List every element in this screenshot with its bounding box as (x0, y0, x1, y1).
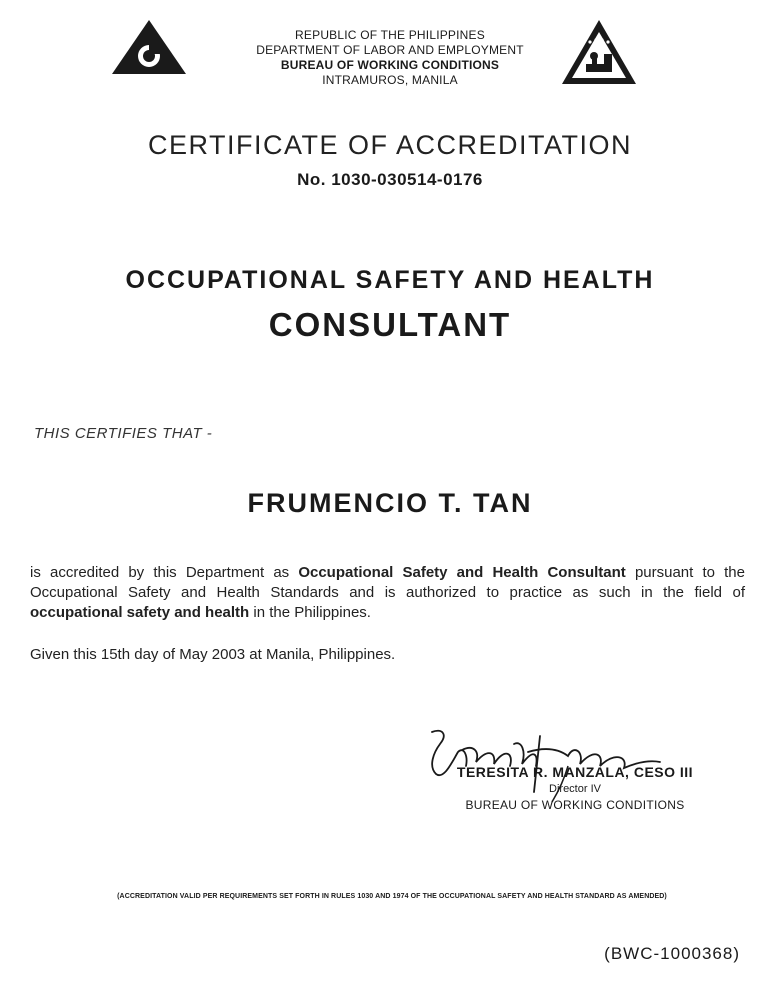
signatory-name: TERESITA R. MANZALA, CESO III (456, 764, 694, 780)
certificate-title: CERTIFICATE OF ACCREDITATION (147, 130, 633, 160)
given-date: Given this 15th day of May 2003 at Manila, Philippines. (30, 646, 396, 663)
header-address: INTRAMUROS, MANILA (322, 73, 458, 87)
header-bureau: BUREAU OF WORKING CONDITIONS (280, 58, 500, 72)
statement-field: occupational safety and health (30, 604, 250, 621)
header-republic: REPUBLIC OF THE PHILIPPINES (295, 28, 485, 42)
certifies-that: THIS CERTIFIES THAT - (34, 425, 213, 442)
reference-number: (BWC-1000368) (604, 944, 740, 963)
agency-header (200, 28, 580, 88)
dole-logo-icon (110, 18, 188, 76)
accreditation-statement (30, 563, 745, 623)
designation-line-2: CONSULTANT (268, 306, 512, 343)
recipient-name: FRUMENCIO T. TAN (247, 488, 533, 518)
signatory-office: BUREAU OF WORKING CONDITIONS (465, 798, 685, 812)
signatory-position: Director IV (549, 783, 601, 795)
bwc-seal-icon (560, 18, 638, 86)
designation-line-1: OCCUPATIONAL SAFETY AND HEALTH (125, 266, 655, 294)
certificate-number: No. 1030-030514-0176 (297, 170, 483, 189)
validity-footnote: (ACCREDITATION VALID PER REQUIREMENTS SET FORTH IN RULES 1030 AND 1974 OF THE OCCUPATIONAL SAFETY AND HEALTH STANDARD AS AMENDED) (117, 893, 667, 900)
statement-designation: Occupational Safety and Health Consultant (298, 564, 626, 581)
header-department: DEPARTMENT OF LABOR AND EMPLOYMENT (256, 43, 524, 57)
statement-part-1: is accredited by this Department as (30, 564, 299, 581)
statement-part-3: in the Philippines. (249, 604, 371, 621)
statement-part-2: pursuant to the Occupational Safety and Health Standards and is authorized to practice as such in the field of (30, 564, 745, 601)
